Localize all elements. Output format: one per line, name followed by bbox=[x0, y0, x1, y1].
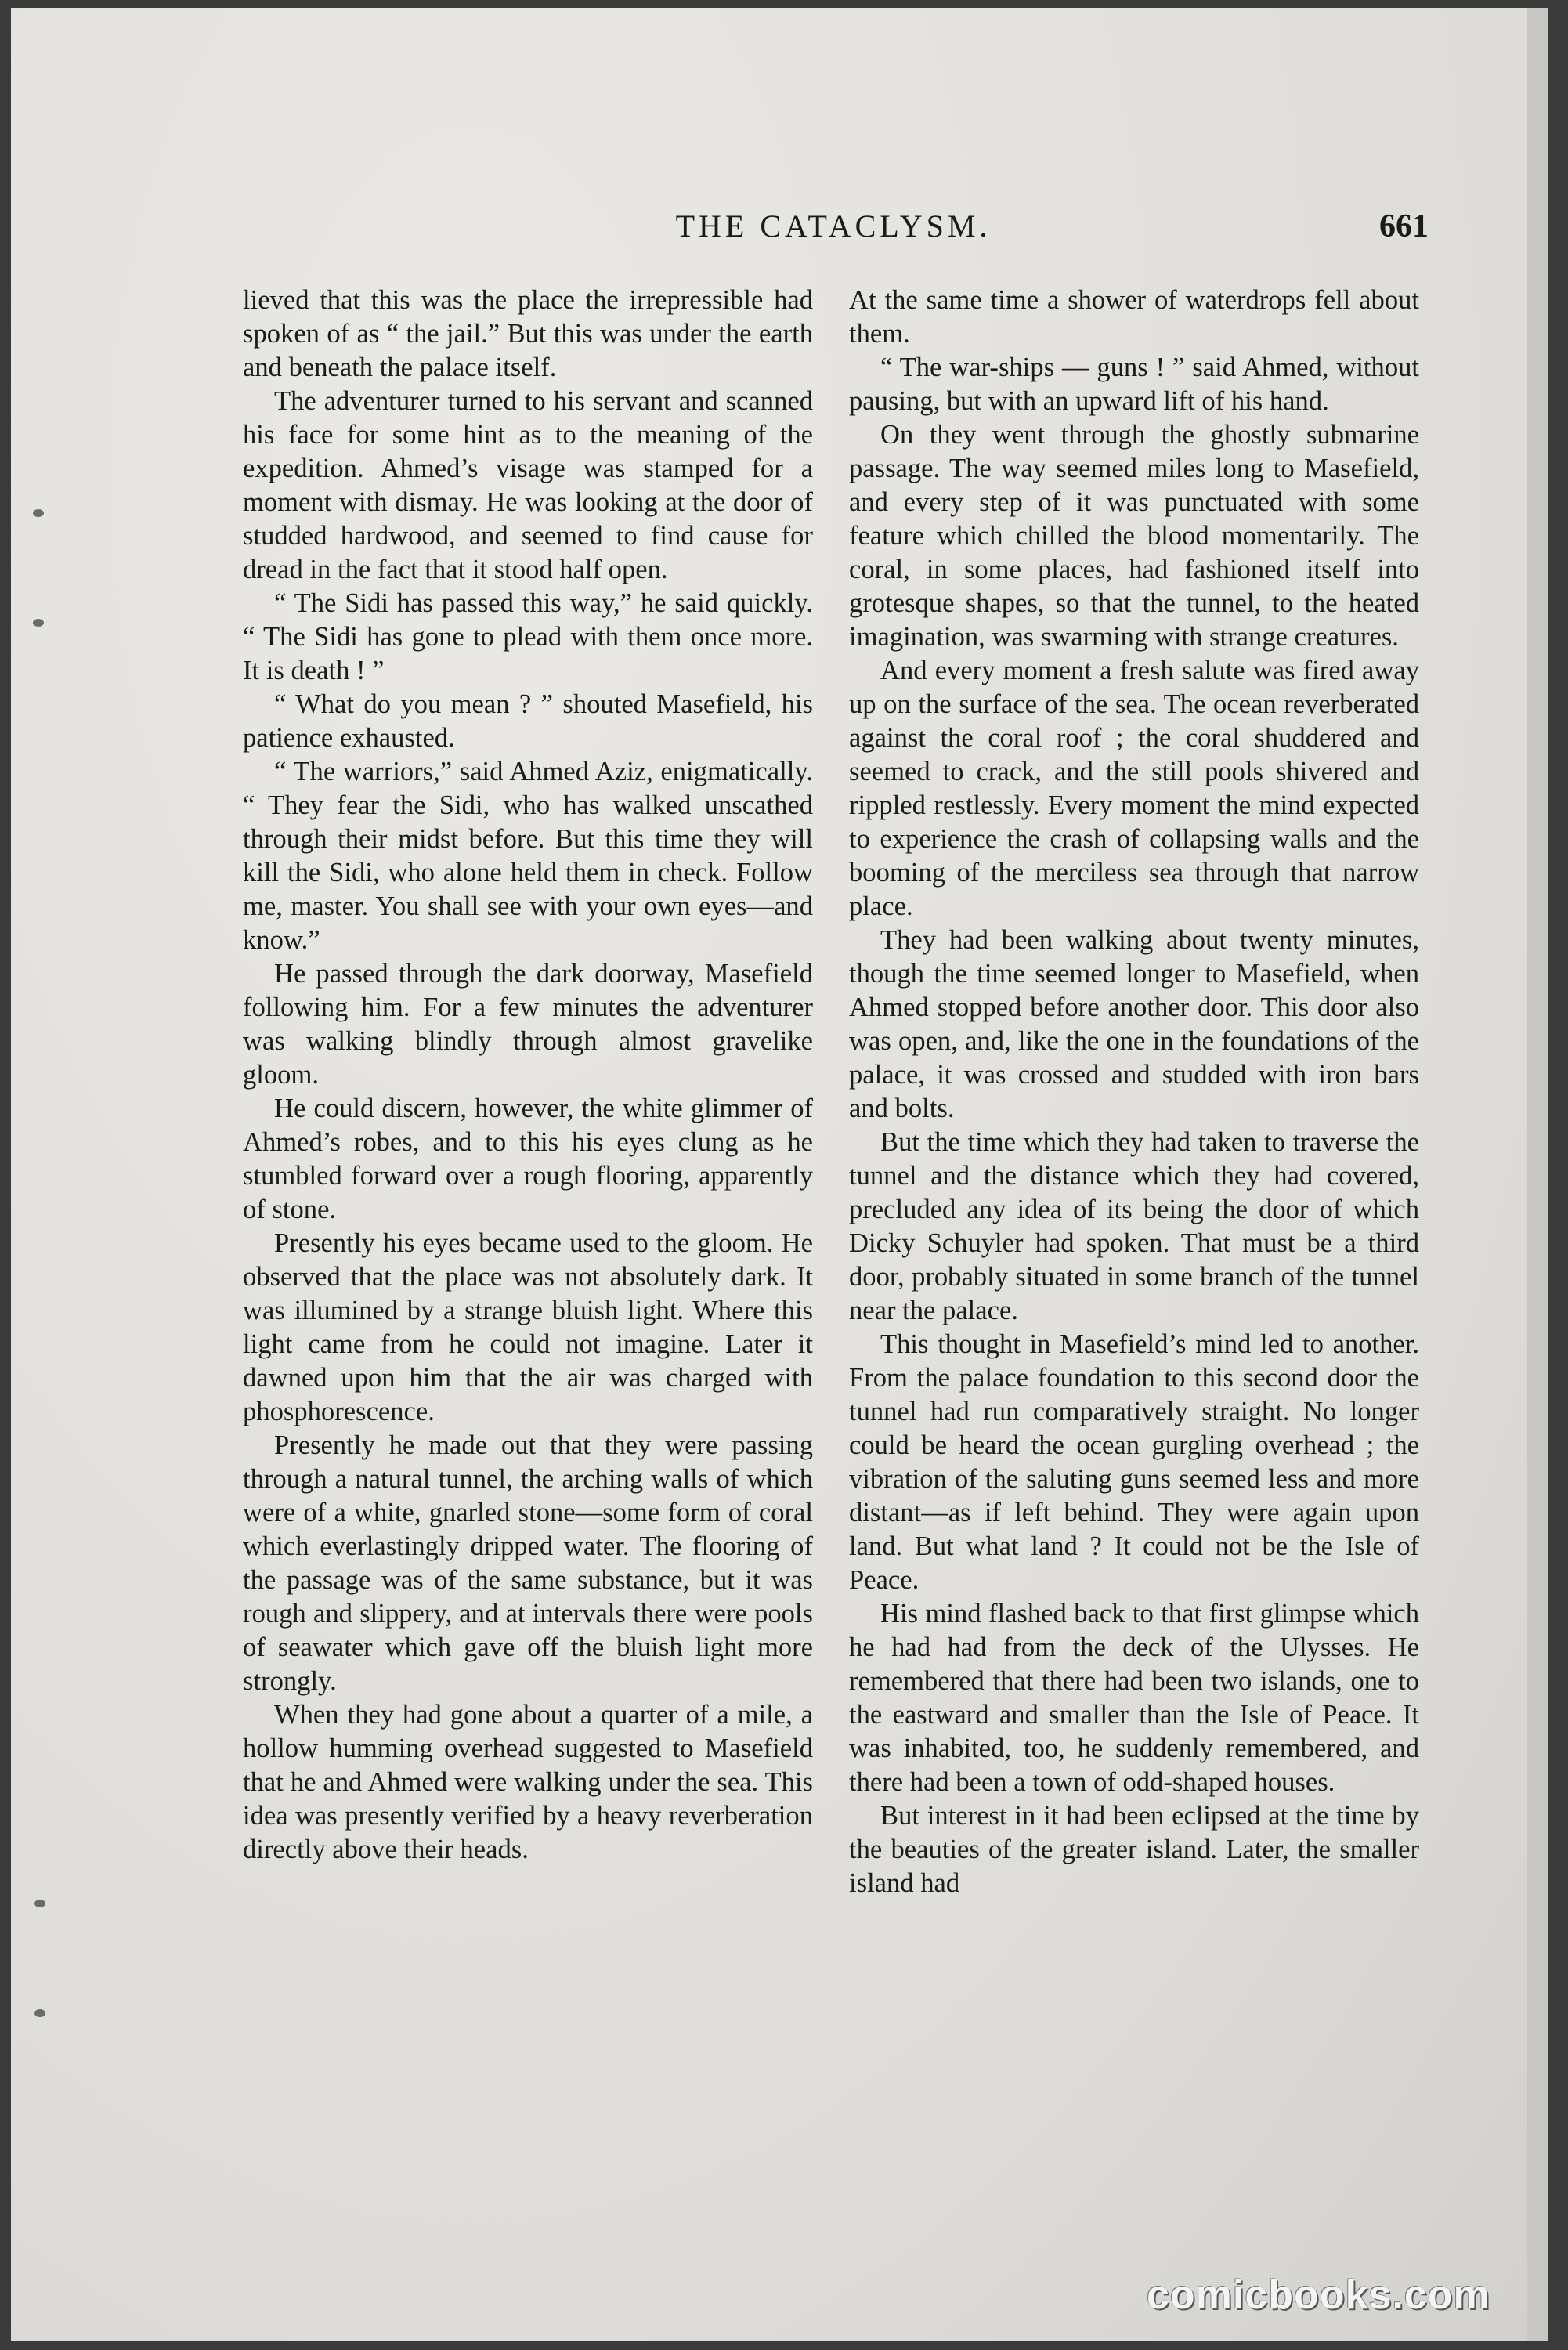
binding-hole bbox=[33, 509, 44, 517]
paragraph: His mind flashed back to that first glimpse which he had had from the deck of the Ulysses. He remembered that there had been two islands, one to the eastward and smaller than the Isle of Peace. It was inhabited, too, he suddenly remembered, and there had been a town of odd-shaped houses. bbox=[849, 1599, 1419, 1797]
right-column bbox=[849, 284, 1419, 1900]
page-number: 661 bbox=[1379, 208, 1429, 244]
paragraph: He could discern, however, the white glimmer of Ahmed’s robes, and to this his eyes clung as he stumbled forward over a rough flooring, apparently of stone. bbox=[243, 1094, 813, 1224]
paragraph: But interest in it had been eclipsed at the time by the beauties of the greater island. Later, the smaller island had bbox=[849, 1801, 1419, 1898]
watermark-logo: comicbooks.com bbox=[1147, 2272, 1490, 2318]
paragraph: When they had gone about a quarter of a mile, a hollow humming overhead suggested to Masefield that he and Ahmed were walking under the sea. This idea was presently verified by a heavy reverberation directly above their heads. bbox=[243, 1700, 813, 1864]
paragraph: They had been walking about twenty minutes, though the time seemed longer to Masefield, when Ahmed stopped before another door. This door also was open, and, like the one in the foundations of the palace, it was crossed and studded with iron bars and bolts. bbox=[849, 925, 1419, 1123]
paragraph: This thought in Masefield’s mind led to another. From the palace foundation to this second door the tunnel had run comparatively straight. No longer could be heard the ocean gurgling overhead ; the vibration of the saluting guns seemed less and more distant—as if left behind. They were again upon land. But what land ? It could not be the Isle of Peace. bbox=[849, 1329, 1419, 1595]
magazine-page bbox=[11, 8, 1548, 2341]
paragraph: And every moment a fresh salute was fired away up on the surface of the sea. The ocean reverberated against the coral roof ; the coral shuddered and seemed to crack, and the still pools shivered and rippled restlessly. Every moment the mind expected to experience the crash of collapsing walls and the booming of the merciless sea through that narrow place. bbox=[849, 656, 1419, 921]
paragraph: At the same time a shower of waterdrops fell about them. bbox=[849, 285, 1419, 349]
paragraph: On they went through the ghostly submarine passage. The way seemed miles long to Masefield, and every step of it was punctuated with some feature which chilled the blood momentarily. The coral, in some places, had fashioned itself into grotesque shapes, so that the tunnel, to the heated imagination, was swarming with strange creatures. bbox=[849, 420, 1419, 652]
page-header bbox=[238, 208, 1429, 255]
binding-hole bbox=[34, 1900, 45, 1907]
paragraph: “ The Sidi has passed this way,” he said quickly. “ The Sidi has gone to plead with them once more. It is death ! ” bbox=[243, 588, 813, 685]
page-spine-edge bbox=[1527, 8, 1548, 2341]
running-title: THE CATACLYSM. bbox=[675, 208, 992, 244]
paragraph: He passed through the dark doorway, Masefield following him. For a few minutes the adventurer was walking blindly through almost gravelike gloom. bbox=[243, 959, 813, 1090]
paragraph: But the time which they had taken to traverse the tunnel and the distance which they had covered, precluded any idea of its being the door of which Dicky Schuyler had spoken. That must be a third door, probably situated in some branch of the tunnel near the palace. bbox=[849, 1127, 1419, 1325]
paragraph: Presently he made out that they were passing through a natural tunnel, the arching walls of which were of a white, gnarled stone—some form of coral which everlastingly dripped water. The flooring of the passage was of the same substance, but it was rough and slippery, and at intervals there were pools of seawater which gave off the bluish light more strongly. bbox=[243, 1430, 813, 1696]
paragraph: Presently his eyes became used to the gloom. He observed that the place was not absolutely dark. It was illumined by a strange bluish light. Where this light came from he could not imagine. Later it dawned upon him that the air was charged with phosphorescence. bbox=[243, 1228, 813, 1426]
binding-hole bbox=[33, 619, 44, 627]
paragraph: “ The war-ships — guns ! ” said Ahmed, without pausing, but with an upward lift of his hand. bbox=[849, 352, 1419, 416]
binding-hole bbox=[34, 2009, 45, 2017]
paragraph: The adventurer turned to his servant and scanned his face for some hint as to the meaning of the expedition. Ahmed’s visage was stamped for a moment with dismay. He was looking at the door of studded hardwood, and seemed to find cause for dread in the fact that it stood half open. bbox=[243, 386, 813, 584]
paragraph: “ What do you mean ? ” shouted Masefield, his patience exhausted. bbox=[243, 689, 813, 753]
paragraph: “ The warriors,” said Ahmed Aziz, enigmatically. “ They fear the Sidi, who has walked unscathed through their midst before. But this time they will kill the Sidi, who alone held them in check. Follow me, master. You shall see with your own eyes—and know.” bbox=[243, 757, 813, 955]
left-column bbox=[243, 284, 813, 1867]
paragraph: lieved that this was the place the irrepressible had spoken of as “ the jail.” But this was under the earth and beneath the palace itself. bbox=[243, 285, 813, 382]
